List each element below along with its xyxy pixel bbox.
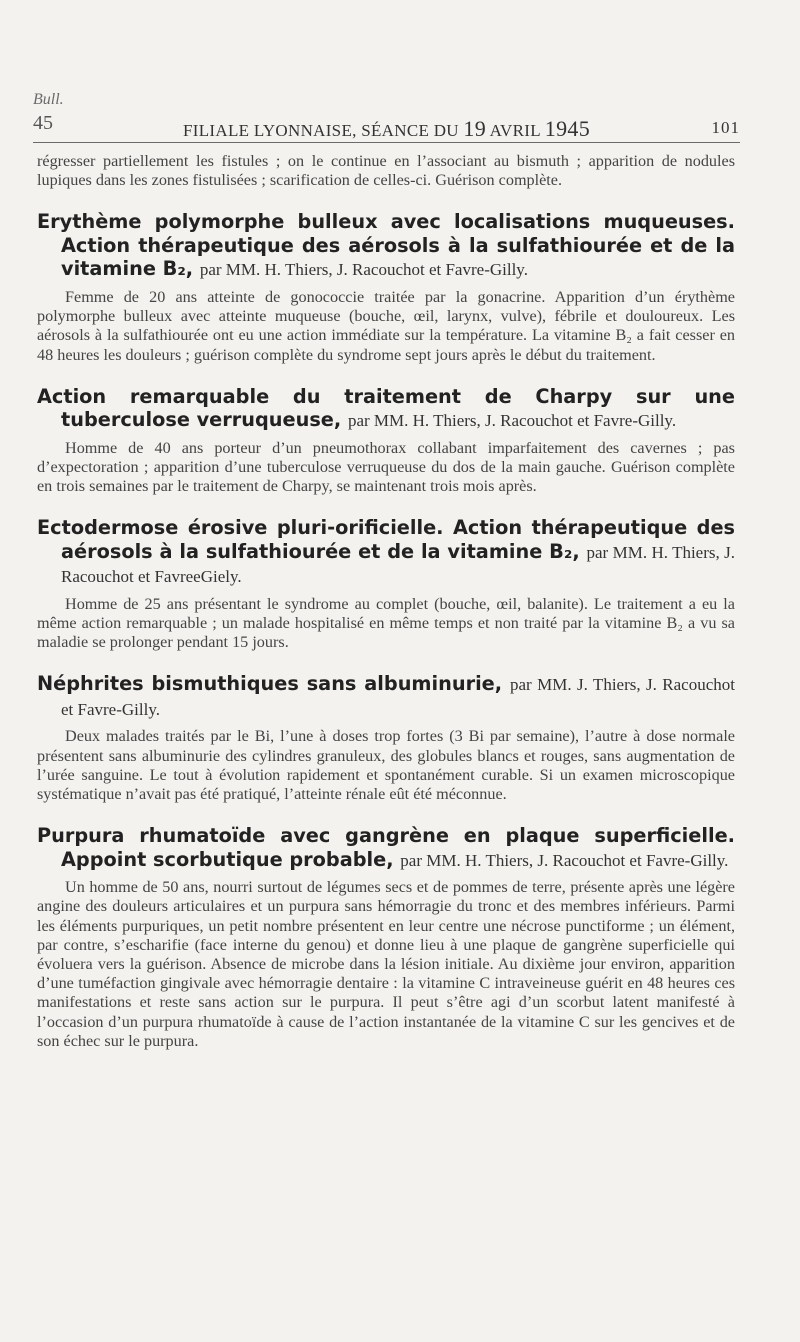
article-text: Un homme de 50 ans, nourri surtout de légumes secs et de pommes de terre, présente après une légère angine des douleurs articulaires et un purpura sans hémorragie du tronc et des membres inférieurs. Parmi les éléments purpuriques, un petit nombre présentent en leur centre une nécrose punctiforme ; un élément, par contre, s’escharifie (face interne du genou) et donne lieu à une plaque de gangrène superficielle qui évoluera vers la guérison. Absence de microbe dans la lésion initiale. Au dixième jour environ, apparition d’une tuméfaction gingivale avec hémorragie dentaire : la vitamine C intraveineuse guérit en 48 heures ces manifestations et reste sans action sur le purpura. Il peut s’être agi d’un scorbut latent manifesté à l’occasion d’un purpura rhumatoïde à cause de l’action instantanée de la vitamine C sur les gencives et de son échec sur le purpura.: [37, 878, 735, 1050]
header-title-pre: FILIALE LYONNAISE, SÉANCE DU: [183, 121, 464, 140]
article-authors: par MM. H. Thiers, J. Racouchot et Favre-Gilly.: [400, 850, 729, 870]
intro-paragraph: régresser partiellement les fistules ; on le continue en l’associant au bismuth ; apparition de nodules lupiques dans les zones fistulisées ; scarification de celles-ci. Guérison complète.: [37, 152, 735, 190]
article-5: [37, 824, 735, 1051]
article-title: [37, 824, 735, 872]
article-title: [37, 516, 735, 589]
article-authors: par MM. H. Thiers, J. Racouchot et FavreeGiely.: [61, 542, 735, 587]
document-body: [37, 152, 735, 1051]
article-authors: par MM. H. Thiers, J. Racouchot et Favre-Gilly.: [199, 260, 528, 280]
running-header: [33, 112, 740, 143]
article-title-text: Erythème polymorphe bulleux avec localisations muqueuses. Action thérapeutique des aérosols à la sulfathiourée et de la vitamine B₂,: [37, 210, 735, 281]
header-year: 1945: [544, 116, 590, 141]
article-title: [37, 385, 735, 433]
article-authors: par MM. H. Thiers, J. Racouchot et Favre-Gilly.: [347, 411, 677, 431]
article-authors: par MM. J. Thiers, J. Racouchot et Favre-Gilly.: [61, 675, 735, 719]
article-text: Homme de 25 ans présentant le syndrome au complet (bouche, œil, balanite). Le traitement a eu la même action remarquable ; un malade hospitalisé en même temps et non traité par la vitamine B₂ a vu sa maladie se prolonger pendant 15 jours.: [37, 594, 735, 652]
header-day: 19: [463, 116, 487, 141]
page-number: 101: [711, 118, 740, 137]
article-title-text: Ectodermose érosive pluri-orificielle. Action thérapeutique des aérosols à la sulfathiourée et de la vitamine B₂,: [37, 516, 735, 563]
article-title: [37, 672, 735, 721]
article-title: [37, 210, 735, 282]
article-text: Femme de 20 ans atteinte de gonococcie traitée par la gonacrine. Apparition d’un érythème polymorphe bulleux avec atteinte muqueuse (bouche, œil, larynx, vulve), fébrile et douloureux. Les aérosols à la sulfathiourée ont eu une action immédiate sur la température. La vitamine B₂ a fait cesser en 48 heures les douleurs ; guérison complète du syndrome sept jours après le début du traitement.: [37, 287, 735, 364]
margin-note: Bull.: [33, 91, 64, 108]
article-4: [37, 672, 735, 804]
article-text: Deux malades traités par le Bi, l’une à doses trop fortes (3 Bi par semaine), l’autre à dose normale présentent sans albuminurie des cylindres granuleux, des globules blancs et rouges, sans augmentation de l’urée sanguine. Le tout à évolution rapidement et spontanément curable. Si un examen microscopique systématique n’avait pas été pratiqué, l’atteinte rénale eût été méconnue.: [37, 727, 735, 804]
article-title-text: Purpura rhumatoïde avec gangrène en plaque superficielle. Appoint scorbutique probable,: [37, 824, 735, 871]
article-title-text: Néphrites bismuthiques sans albuminurie,: [37, 672, 503, 696]
article-text: Homme de 40 ans porteur d’un pneumothorax collabant imparfaitement des cavernes ; pas d’expectoration ; apparition d’une tuberculose verruqueuse du dos de la main gauche. Guérison complète en trois semaines par le traitement de Charpy, se maintenant trois mois après.: [37, 438, 735, 496]
article-1: [37, 210, 735, 364]
header-title: [33, 116, 740, 142]
header-month: AVRIL: [486, 121, 545, 140]
article-title-text: Action remarquable du traitement de Charpy sur une tuberculose verruqueuse,: [37, 384, 735, 432]
article-2: [37, 385, 735, 497]
volume-number: 45: [33, 112, 53, 134]
article-3: [37, 516, 735, 652]
